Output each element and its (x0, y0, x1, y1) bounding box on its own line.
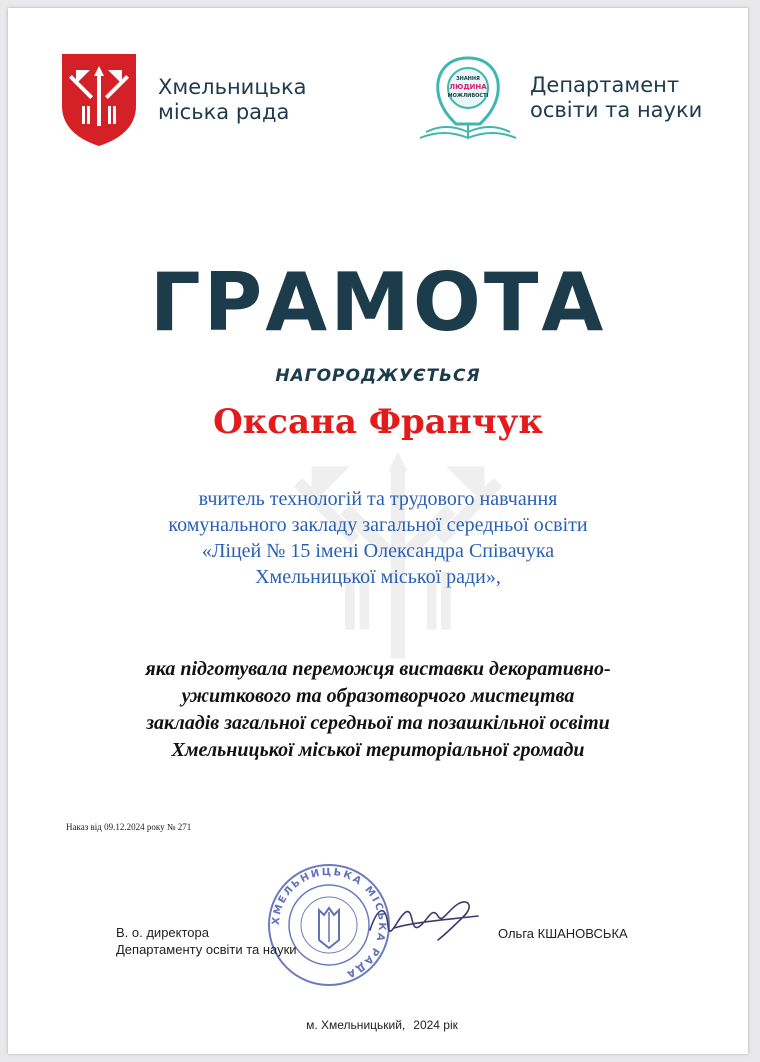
position-line: Хмельницької міської ради», (255, 566, 501, 588)
handwritten-signature (364, 886, 484, 956)
recipient-position (88, 486, 668, 590)
signatory-role (116, 924, 297, 958)
recipient-name: Оксана Франчук (213, 402, 543, 442)
position-line: вчитель технологій та трудового навчання (198, 488, 558, 510)
city-council-name (158, 75, 307, 125)
reason-line: закладів загальної середньої та позашкільної освіти (146, 712, 610, 734)
department-name (530, 73, 702, 123)
awarded-label: НАГОРОДЖУЄТЬСЯ (275, 366, 481, 386)
department-line2: освіти та науки (530, 98, 703, 122)
signatory-role-line2: Департаменту освіти та науки (116, 942, 297, 957)
city-council-header (60, 52, 307, 148)
stamp-text: ХМЕЛЬНИЦЬКА МІСЬКА РАДА (270, 866, 388, 981)
signatory-name: Ольга КШАНОВСЬКА (498, 926, 628, 941)
logo-text-1: ЗНАННЯ (456, 76, 480, 82)
order-note: Наказ від 09.12.2024 року № 271 (66, 822, 192, 832)
certificate-title: ГРАМОТА (149, 256, 607, 349)
footer-place-date (8, 1018, 748, 1032)
footer-city: м. Хмельницький, (306, 1018, 406, 1032)
award-reason (48, 656, 708, 764)
logo-text-2: ЛЮДИНА (449, 83, 487, 91)
city-coat-of-arms-icon (60, 52, 138, 148)
logo-text-3: МОЖЛИВОСТІ (447, 93, 489, 99)
department-logo-icon (416, 52, 520, 144)
footer-year: 2024 рік (413, 1018, 458, 1032)
certificate-page (8, 8, 748, 1054)
position-line: комунального закладу загальної середньої освіти (168, 514, 588, 536)
position-line: «Ліцей № 15 імені Олександра Співачука (201, 540, 555, 562)
department-line1: Департамент (530, 73, 680, 97)
reason-line: ужиткового та образотворчого мистецтва (181, 685, 575, 707)
reason-line: Хмельницької міської територіальної громади (171, 739, 585, 761)
city-council-line2: міська рада (158, 100, 290, 124)
department-header (416, 52, 702, 144)
city-council-line1: Хмельницька (158, 75, 307, 99)
reason-line: яка підготувала переможця виставки декоративно- (145, 658, 611, 680)
signatory-role-line1: В. о. директора (116, 925, 209, 940)
